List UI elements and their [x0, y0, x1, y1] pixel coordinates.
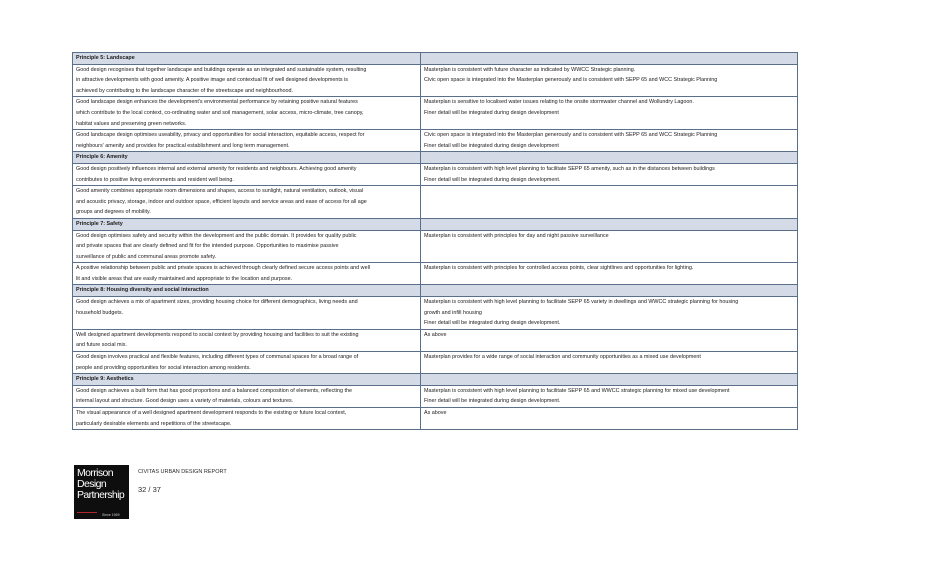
criteria-line: Good design optimises safety and security within the development and the public domain. It provides for quality public	[76, 232, 357, 239]
report-title: CIVITAS URBAN DESIGN REPORT	[138, 469, 227, 475]
criteria-line: Good design achieves a mix of apartment sizes, providing housing choice for different demographics, living needs and	[76, 299, 358, 306]
principle-heading-row	[73, 374, 798, 386]
criteria-line: The visual appearance of a well designed apartment development responds to the existing or future local context,	[76, 410, 347, 416]
response-line: Civic open space is integrated into the Masterplan generously and is consistent with SEPP 65 and WCC Strategic Planning	[424, 132, 718, 139]
criteria-cell	[73, 385, 421, 407]
criteria-cell	[73, 297, 421, 330]
table-row	[73, 352, 798, 374]
response-line: As above	[424, 410, 447, 416]
logo-since: Since 1969	[102, 513, 120, 517]
response-cell	[421, 186, 798, 219]
response-cell	[421, 163, 798, 185]
principle-heading-row	[73, 152, 798, 164]
criteria-line: Well designed apartment developments respond to social context by providing housing and facilities to suit the existing	[76, 331, 359, 338]
table-row	[73, 130, 798, 152]
criteria-line: habitat values and preserving green networks.	[76, 120, 187, 127]
criteria-line: Good design recognises that together landscape and buildings operate as an integrated and sustainable system, resulting	[76, 66, 367, 73]
criteria-cell	[73, 329, 421, 351]
principle-heading: Principle 7: Safety	[73, 218, 421, 230]
criteria-cell	[73, 64, 421, 97]
table-row	[73, 329, 798, 351]
criteria-line: Good landscape design enhances the development's environmental performance by retaining positive natural features	[76, 99, 358, 106]
logo-accent-line	[77, 512, 97, 513]
principle-heading-blank	[421, 152, 798, 164]
principle-heading: Principle 9: Aesthetics	[73, 374, 421, 386]
table-row	[73, 230, 798, 263]
response-line: Masterplan is consistent with principles for controlled access points, clear sightlines and opportunities for lighting.	[424, 265, 694, 272]
criteria-line: A positive relationship between public and private spaces is achieved through clearly defined secure access points and well	[76, 265, 370, 272]
criteria-line: people and providing opportunities for social interaction among residents.	[76, 364, 251, 371]
criteria-cell	[73, 163, 421, 185]
principle-heading: Principle 5: Landscape	[73, 53, 421, 65]
response-cell	[421, 97, 798, 130]
design-principles-table	[72, 52, 798, 430]
criteria-line: in attractive developments with good amenity. A positive image and contextual fit of well designed developments is	[76, 77, 348, 84]
criteria-line: groups and degrees of mobility.	[76, 209, 151, 216]
criteria-line: and future social mix.	[76, 342, 127, 349]
logo-word-1: Morrison	[77, 467, 114, 479]
criteria-cell	[73, 263, 421, 285]
logo-word-3: Partnership	[77, 489, 125, 501]
response-line: Finer detail will be integrated during design development.	[424, 398, 561, 405]
criteria-line: contributes to positive living environments and resident well being.	[76, 176, 234, 183]
response-line: Masterplan is consistent with high level planning to facilitate SEPP 65 variety in dwellings and WWCC strategic planning for housing	[424, 299, 739, 306]
response-line: As above	[424, 331, 447, 338]
response-line: Finer detail will be integrated during design development.	[424, 176, 561, 183]
response-cell	[421, 230, 798, 263]
criteria-cell	[73, 230, 421, 263]
response-cell	[421, 329, 798, 351]
criteria-cell	[73, 352, 421, 374]
logo-word-2: Design	[77, 478, 107, 490]
table-row	[73, 186, 798, 219]
principle-heading-blank	[421, 285, 798, 297]
response-line: Finer detail will be integrated during design development	[424, 142, 559, 149]
criteria-cell	[73, 408, 421, 430]
criteria-line: and private spaces that are clearly defined and fit for the intended purpose. Opportunities to maximise passive	[76, 243, 339, 250]
response-line: Masterplan is consistent with future character as indicated by WWCC Strategic planning.	[424, 66, 636, 73]
response-line: Masterplan is consistent with principles for day and night passive surveillance	[424, 232, 609, 239]
criteria-line: Good design positively influences internal and external amenity for residents and neighbours. Achieving good amenity	[76, 165, 357, 172]
table-row	[73, 163, 798, 185]
table-row	[73, 297, 798, 330]
principle-heading-blank	[421, 374, 798, 386]
principle-heading-blank	[421, 53, 798, 65]
response-line: Finer detail will be integrated during design development.	[424, 320, 561, 327]
criteria-cell	[73, 130, 421, 152]
response-line: Masterplan is consistent with high level planning to facilitate SEPP 65 and WWCC strategic planning for mixed use development	[424, 387, 730, 394]
principle-heading-row	[73, 53, 798, 65]
response-cell	[421, 385, 798, 407]
page-number: 32 / 37	[138, 485, 161, 494]
criteria-line: household budgets.	[76, 309, 124, 316]
table-row	[73, 408, 798, 430]
criteria-line: Good amenity combines appropriate room dimensions and shapes, access to sunlight, natural ventilation, outlook, visual	[76, 188, 364, 195]
criteria-line: particularly desirable elements and repetitions of the streetscape.	[76, 420, 232, 427]
table-row	[73, 97, 798, 130]
response-line: Masterplan provides for a wide range of social interaction and community opportunities as a mixed use development	[424, 354, 701, 361]
response-line: Masterplan is sensitive to localised water issues relating to the onsite stormwater channel and Wollundry Lagoon.	[424, 99, 694, 106]
criteria-line: neighbours' amenity and provides for practical establishment and long term management.	[76, 142, 290, 149]
principle-heading: Principle 6: Amenity	[73, 152, 421, 164]
criteria-cell	[73, 97, 421, 130]
criteria-line: Good design involves practical and flexible features, including different types of communal spaces for a broad range of	[76, 354, 359, 361]
criteria-line: lit and visible areas that are easily maintained and appropriate to the location and purpose.	[76, 275, 293, 282]
response-cell	[421, 297, 798, 330]
response-line: Civic open space is integrated into the Masterplan generously and is consistent with SEPP 65 and WCC Strategic Planning	[424, 77, 718, 84]
table-row	[73, 385, 798, 407]
criteria-cell	[73, 186, 421, 219]
criteria-line: surveillance of public and communal areas promote safety.	[76, 253, 217, 260]
response-cell	[421, 408, 798, 430]
response-cell	[421, 352, 798, 374]
response-cell	[421, 130, 798, 152]
table-row	[73, 64, 798, 97]
response-line: growth and infill housing	[424, 309, 482, 316]
criteria-line: Good design achieves a built form that has good proportions and a balanced composition of elements, reflecting the	[76, 387, 352, 394]
response-cell	[421, 64, 798, 97]
criteria-line: and acoustic privacy, storage, indoor and outdoor space, efficient layouts and service areas and ease of access for all age	[76, 198, 367, 205]
principle-heading-row	[73, 285, 798, 297]
response-cell	[421, 263, 798, 285]
table-row	[73, 263, 798, 285]
response-line: Masterplan is consistent with high level planning to facilitate SEPP 65 amenity, such as in the distances between buildings	[424, 165, 715, 172]
criteria-line: Good landscape design optimises useability, privacy and opportunities for social interaction, equitable access, respect for	[76, 132, 365, 139]
principle-heading: Principle 8: Housing diversity and social interaction	[73, 285, 421, 297]
principle-heading-blank	[421, 218, 798, 230]
criteria-line: achieved by contributing to the landscape character of the streetscape and neighbourhood.	[76, 87, 293, 94]
principle-heading-row	[73, 218, 798, 230]
response-line: Finer detail will be integrated during design development	[424, 109, 559, 116]
company-logo	[74, 465, 129, 519]
criteria-line: which contribute to the local context, co-ordinating water and soil management, solar access, micro-climate, tree canopy,	[76, 109, 364, 116]
criteria-line: internal layout and structure. Good design uses a variety of materials, colours and textures.	[76, 398, 294, 405]
